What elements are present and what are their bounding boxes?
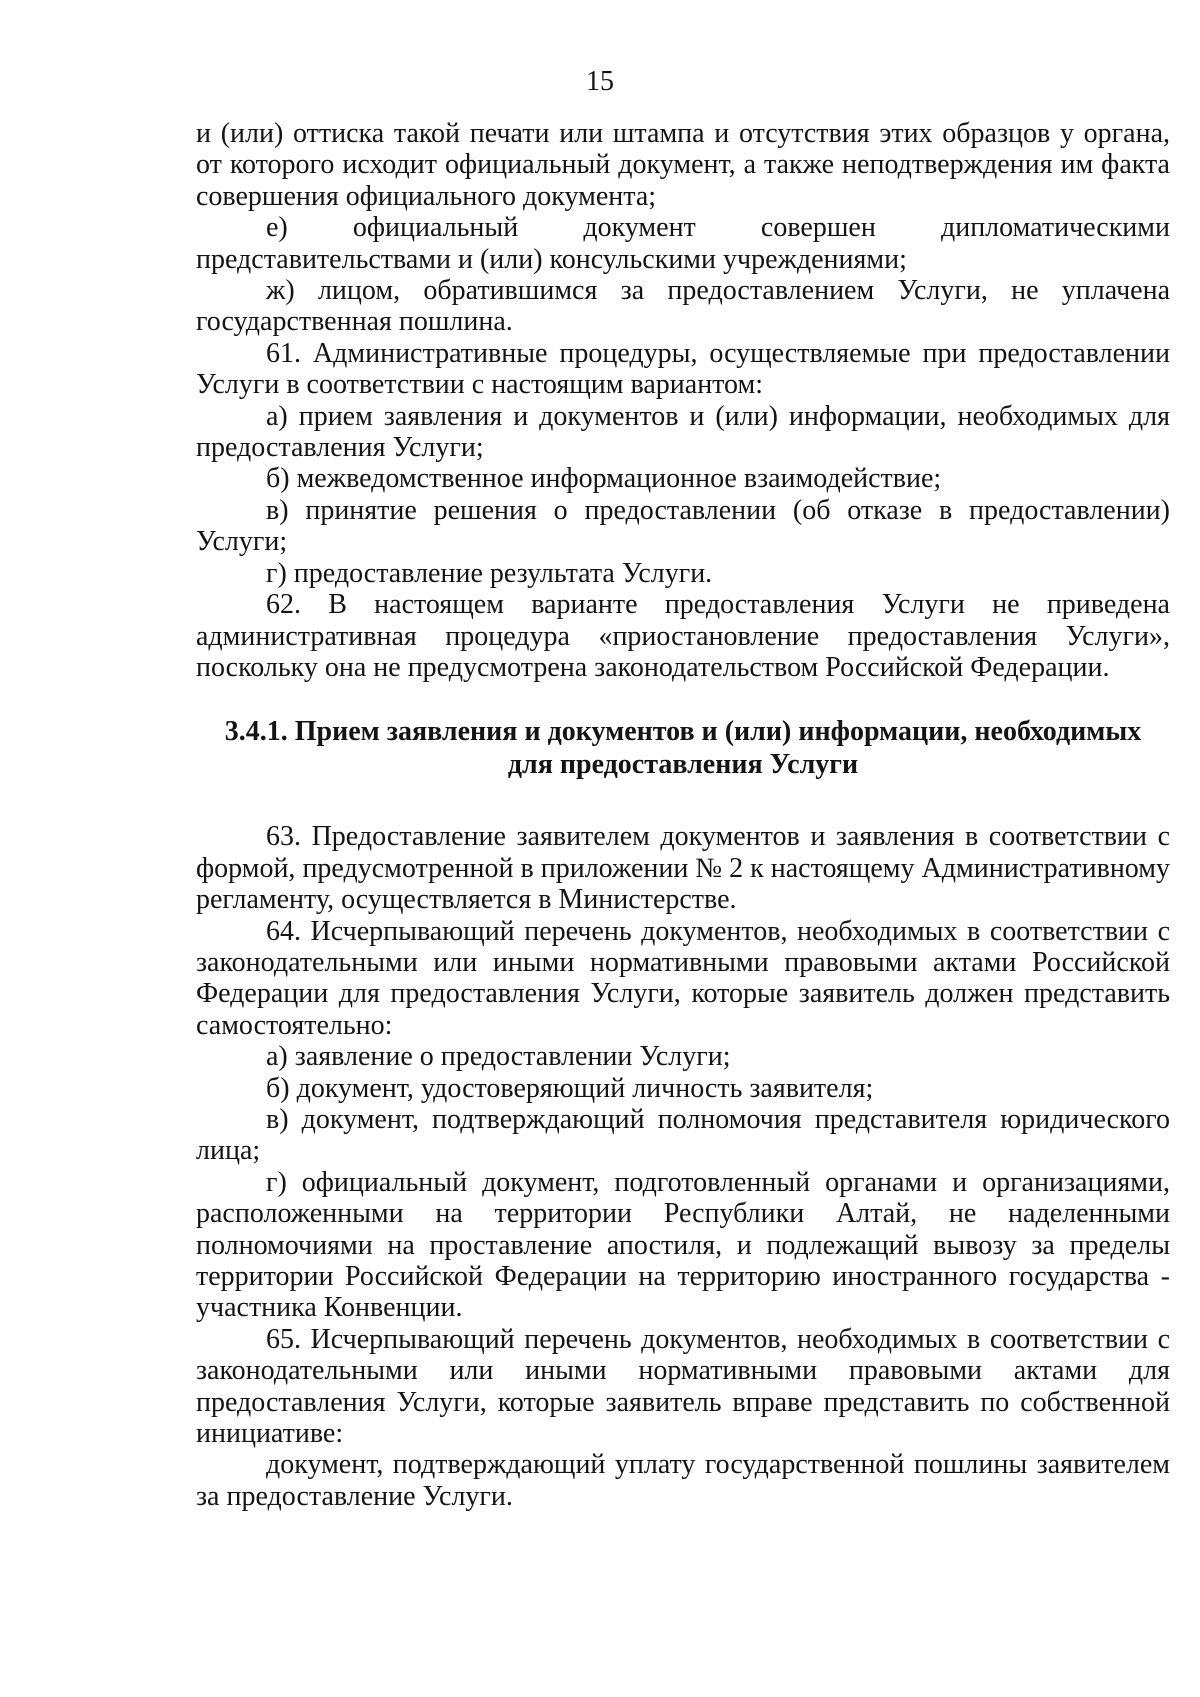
list-item-v: в) принятие решения о предоставлении (об отказе в предоставлении) Услуги;	[196, 494, 1170, 558]
paragraphs-before-heading	[196, 118, 1170, 683]
paragraphs-after-heading	[196, 821, 1170, 1512]
clause-64: 64. Исчерпывающий перечень документов, необходимых в соответствии с законодательными или иными нормативными правовыми актами Российской Федерации для предоставления Услуги, которые заявитель должен представить самостоятельно:	[196, 915, 1170, 1041]
clause-63: 63. Предоставление заявителем документов и заявления в соответствии с формой, предусмотренной в приложении № 2 к настоящему Административному регламенту, осуществляется в Министерстве.	[196, 821, 1170, 916]
clause-65: 65. Исчерпывающий перечень документов, необходимых в соответствии с законодательными или иными нормативными правовыми актами для предоставления Услуги, которые заявитель вправе представить по собственной инициативе:	[196, 1323, 1170, 1450]
list-item-b: б) межведомственное информационное взаимодействие;	[266, 463, 942, 495]
paragraph: и (или) оттиска такой печати или штампа и отсутствия этих образцов у органа, от которого исходит официальный документ, а также неподтверждения им факта совершения официального документа;	[196, 118, 1170, 212]
section-heading	[196, 715, 1170, 781]
list-item-g: г) предоставление результата Услуги.	[266, 557, 713, 589]
list-item-v: в) документ, подтверждающий полномочия представителя юридического лица;	[196, 1103, 1170, 1167]
list-item-g: г) официальный документ, подготовленный органами и организациями, расположенными на территории Республики Алтай, не наделенными полномочиями на проставление апостиля, и подлежащий вывозу за пределы территории Российской Федерации на территорию иностранного государства - участника Конвенции.	[196, 1166, 1170, 1324]
section-heading-line-2: для предоставления Услуги	[507, 749, 859, 781]
list-item-document: документ, подтверждающий уплату государственной пошлины заявителем за предоставление Услуги.	[196, 1449, 1170, 1512]
clause-61: 61. Административные процедуры, осуществляемые при предоставлении Услуги в соответствии с настоящим вариантом:	[196, 337, 1170, 401]
list-item-a: а) прием заявления и документов и (или) информации, необходимых для предоставления Услуги;	[196, 400, 1170, 464]
list-item-e: е) официальный документ совершен дипломатическими представительствами и (или) консульскими учреждениями;	[196, 212, 1170, 275]
clause-62: 62. В настоящем варианте предоставления Услуги не приведена административная процедура «приостановление предоставления Услуги», поскольку она не предусмотрена законодательством Российской Федерации.	[196, 589, 1170, 683]
list-item-b: б) документ, удостоверяющий личность заявителя;	[266, 1072, 874, 1104]
list-item-a: а) заявление о предоставлении Услуги;	[266, 1041, 731, 1073]
list-item-zh: ж) лицом, обратившимся за предоставлением Услуги, не уплачена государственная пошлина.	[196, 275, 1170, 338]
document-body	[196, 118, 1170, 1512]
section-heading-line-1: 3.4.1. Прием заявления и документов и (или) информации, необходимых	[224, 716, 1142, 748]
page-number: 15	[586, 66, 614, 97]
